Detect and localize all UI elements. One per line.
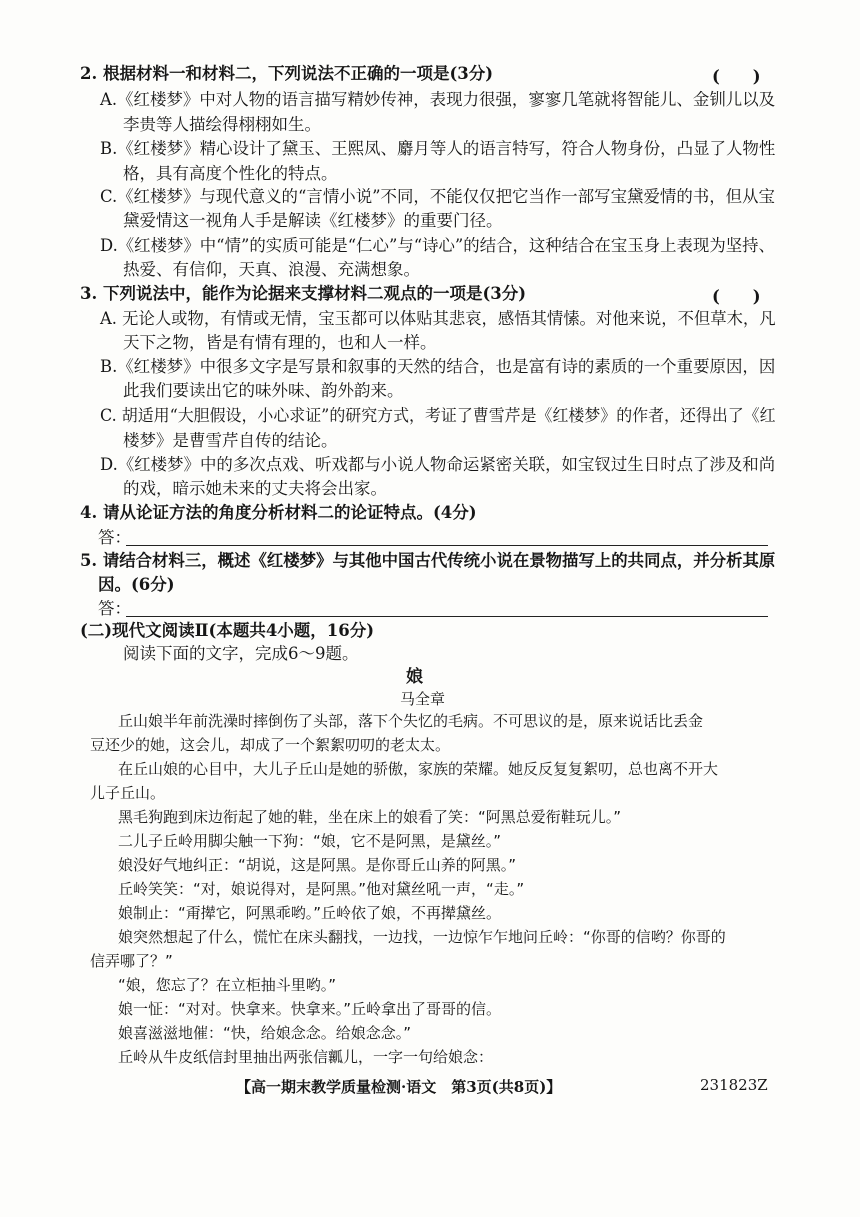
q2-stem: 2. 根据材料一和材料二，下列说法不正确的一项是(3分) (80, 64, 494, 83)
exam-code: 231823Z (700, 1076, 768, 1094)
q3-option-b: B.《红楼梦》中很多文字是写景和叙事的天然的结合，也是富有诗的素质的一个重要原因，因 (100, 357, 776, 376)
q2-option-d: D.《红楼梦》中“情”的实质可能是“仁心”与“诗心”的结合，这种结合在宝玉身上表现为坚持、 (100, 236, 775, 255)
page-footer: 【高一期末教学质量检测·语文 第3页(共8页)】 (236, 1078, 562, 1096)
q2-option-b: B.《红楼梦》精心设计了黛玉、王熙凤、麝月等人的语言特写，符合人物身份，凸显了人物性 (100, 139, 776, 158)
q2-option-c-cont: 黛爱情这一视角人手是解读《红楼梦》的重要门径。 (123, 211, 503, 230)
q4-stem: 4. 请从论证方法的角度分析材料二的论证特点。(4分) (80, 503, 477, 522)
q3-stem: 3. 下列说法中，能作为论据来支撑材料二观点的一项是(3分) (80, 284, 527, 303)
q5-stem-cont: 因。(6分) (98, 575, 175, 594)
story-paragraph: 娘喜滋滋地催：“快，给娘念念。给娘念念。” (118, 1024, 412, 1042)
q2-option-d-cont: 热爱、有信仰，天真、浪漫、充满想象。 (123, 260, 420, 279)
story-paragraph-cont: 信弄哪了？” (90, 952, 173, 970)
story-paragraph: 黑毛狗跑到床边衔起了她的鞋，坐在床上的娘看了笑：“阿黑总爱衔鞋玩儿。” (118, 808, 622, 826)
story-paragraph-cont: 豆还少的她，这会儿，却成了一个絮絮叨叨的老太太。 (90, 736, 451, 754)
q4-answer-line[interactable] (126, 545, 768, 546)
q3-option-d-cont: 的戏，暗示她未来的丈夫将会出家。 (123, 479, 387, 498)
story-paragraph: 娘没好气地纠正：“胡说，这是阿黑。是你哥丘山养的阿黑。” (118, 856, 517, 874)
q3-option-c: C. 胡适用“大胆假设，小心求证”的研究方式，考证了曹雪芹是《红楼梦》的作者，还得出了《红 (100, 406, 776, 425)
q4-answer-label: 答： (98, 528, 131, 547)
story-paragraph: 娘突然想起了什么，慌忙在床头翻找，一边找，一边惊乍乍地问丘岭：“你哥的信哟？你哥的 (118, 928, 726, 946)
section-instruction: 阅读下面的文字，完成6～9题。 (123, 644, 359, 663)
q5-answer-line[interactable] (126, 616, 768, 617)
story-paragraph: 在丘山娘的心目中，大儿子丘山是她的骄傲，家族的荣耀。她反反复复絮叨，总也离不开大 (118, 760, 719, 778)
q2-option-a-cont: 李贵等人描绘得栩栩如生。 (123, 115, 321, 134)
q3-option-c-cont: 楼梦》是曹雪芹自传的结论。 (123, 431, 338, 450)
story-paragraph: 娘制止：“甭撵它，阿黑乖哟。”丘岭依了娘，不再撵黛丝。 (118, 904, 502, 922)
story-paragraph: “娘，您忘了？在立柜抽斗里哟。” (118, 976, 337, 994)
q5-answer-label: 答： (98, 599, 131, 618)
q3-option-d: D.《红楼梦》中的多次点戏、听戏都与小说人物命运紧密关联，如宝钗过生日时点了涉及和尚 (100, 455, 776, 474)
story-author: 马全章 (400, 690, 446, 708)
q5-stem: 5. 请结合材料三，概述《红楼梦》与其他中国古代传统小说在景物描写上的共同点，并分析其原 (80, 551, 776, 570)
story-paragraph-cont: 儿子丘山。 (90, 784, 166, 802)
q3-option-b-cont: 此我们要读出它的味外味、韵外韵来。 (123, 381, 404, 400)
q2-option-a: A.《红楼梦》中对人物的语言描写精妙传神，表现力很强，寥寥几笔就将智能儿、金钏儿以及 (100, 90, 776, 109)
story-paragraph: 娘一怔：“对对。快拿来。快拿来。”丘岭拿出了哥哥的信。 (118, 1000, 502, 1018)
q3-option-a: A. 无论人或物，有情或无情，宝玉都可以体贴其悲哀，感悟其情愫。对他来说，不但草木，凡 (100, 309, 776, 328)
story-paragraph: 丘岭从牛皮纸信封里抽出两张信瓤儿，一字一句给娘念： (118, 1048, 494, 1066)
story-paragraph: 二儿子丘岭用脚尖触一下狗：“娘，它不是阿黑，是黛丝。” (118, 832, 502, 850)
q2-option-c: C.《红楼梦》与现代意义的“言情小说”不同，不能仅仅把它当作一部写宝黛爱情的书，但从宝 (100, 187, 775, 206)
q3-answer-bracket: ( ) (712, 287, 761, 306)
q2-option-b-cont: 格，具有高度个性化的特点。 (123, 164, 338, 183)
story-title: 娘 (406, 667, 423, 687)
story-paragraph: 丘山娘半年前洗澡时摔倒伤了头部，落下个失忆的毛病。不可思议的是，原来说话比丢金 (118, 712, 704, 730)
story-paragraph: 丘岭笑笑：“对，娘说得对，是阿黑。”他对黛丝吼一声，“走。” (118, 880, 525, 898)
q2-answer-bracket: ( ) (712, 67, 761, 86)
q3-option-a-cont: 天下之物，皆是有情有理的，也和人一样。 (123, 333, 437, 352)
section-heading: (二)现代文阅读Ⅱ(本题共4小题，16分) (80, 621, 375, 640)
